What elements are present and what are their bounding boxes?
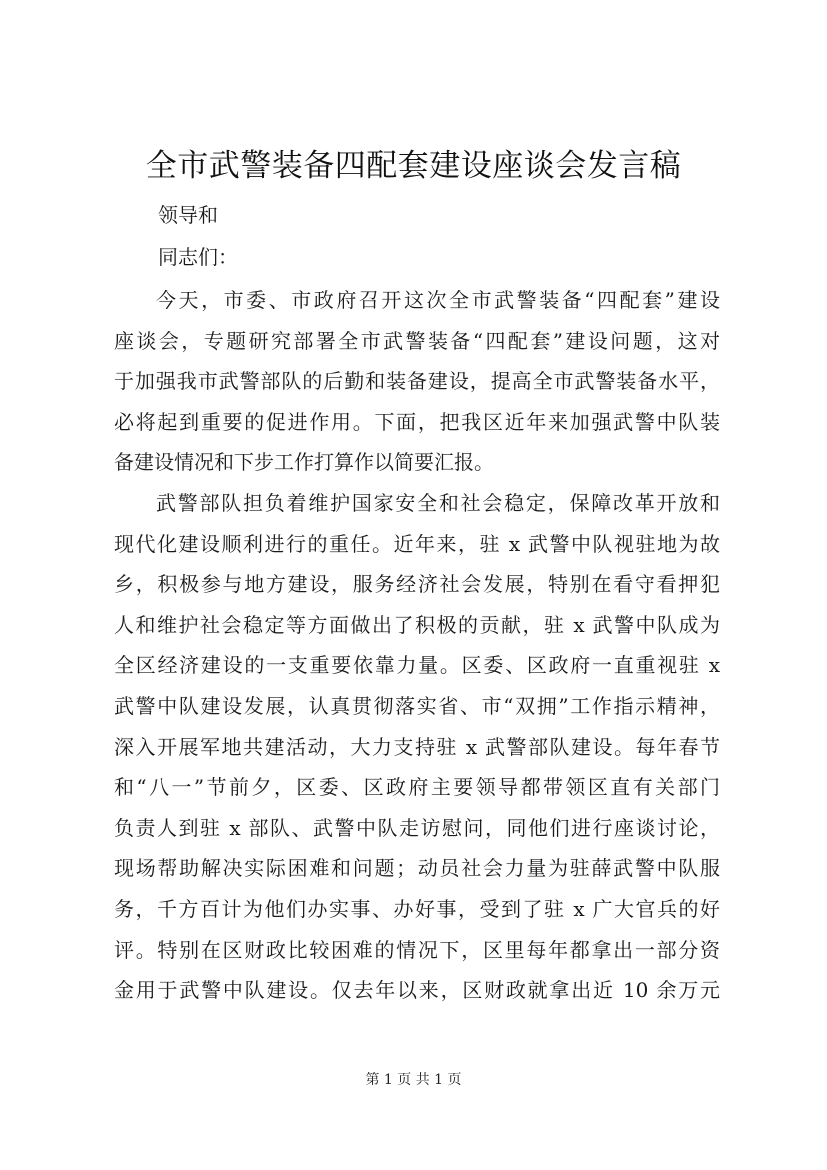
paragraph-line: 今天，市委、市政府召开这次全市武警装备“四配套”建设: [156, 288, 720, 312]
paragraph-line: 金用于武警中队建设。仅去年以来，区财政就拿出近 10 余万元: [114, 978, 720, 1003]
paragraph-line: 现场帮助解决实际困难和问题；动员社会力量为驻薛武警中队服: [114, 856, 720, 881]
paragraph-line: 全区经济建设的一支重要依靠力量。区委、区政府一直重视驻 x: [114, 653, 720, 678]
paragraph-line: 必将起到重要的促进作用。下面，把我区近年来加强武警中队装: [114, 409, 720, 434]
paragraph-line: 和“八一”节前夕，区委、区政府主要领导都带领区直有关部门: [114, 775, 720, 800]
document-title: 全市武警装备四配套建设座谈会发言稿: [145, 148, 682, 184]
paragraph-line: 座谈会，专题研究部署全市武警装备“四配套”建设问题，这对: [114, 328, 720, 353]
paragraph: [114, 483, 720, 1011]
paragraph-line: 深入开展军地共建活动，大力支持驻 x 武警部队建设。每年春节: [114, 734, 720, 759]
document-body: [114, 280, 720, 1011]
paragraph-line: 评。特别在区财政比较困难的情况下，区里每年都拿出一部分资: [114, 937, 720, 962]
paragraph-line: 务，千方百计为他们办实事、办好事，受到了驻 x 广大官兵的好: [114, 896, 720, 921]
paragraph-line: 人和维护社会稳定等方面做出了积极的贡献，驻 x 武警中队成为: [114, 612, 720, 637]
salutation-line: 同志们：: [158, 245, 238, 269]
paragraph-line: 现代化建设顺利进行的重任。近年来，驻 x 武警中队视驻地为故: [114, 531, 720, 556]
paragraph-line: 于加强我市武警部队的后勤和装备建设，提高全市武警装备水平，: [114, 369, 720, 394]
paragraph: [114, 280, 720, 483]
paragraph-line: 负责人到驻 x 部队、武警中队走访慰问，同他们进行座谈讨论，: [114, 815, 720, 840]
paragraph-line: 武警中队建设发展，认真贯彻落实省、市“双拥”工作指示精神，: [114, 693, 720, 718]
paragraph-line: 备建设情况和下步工作打算作以简要汇报。: [114, 450, 494, 475]
paragraph-line: 武警部队担负着维护国家安全和社会稳定，保障改革开放和: [156, 490, 720, 515]
paragraph-line: 乡，积极参与地方建设，服务经济社会发展，特别在看守看押犯: [114, 572, 720, 597]
salutation-line: 领导和: [158, 203, 218, 227]
page-footer: 第 1 页 共 1 页: [365, 1072, 462, 1088]
